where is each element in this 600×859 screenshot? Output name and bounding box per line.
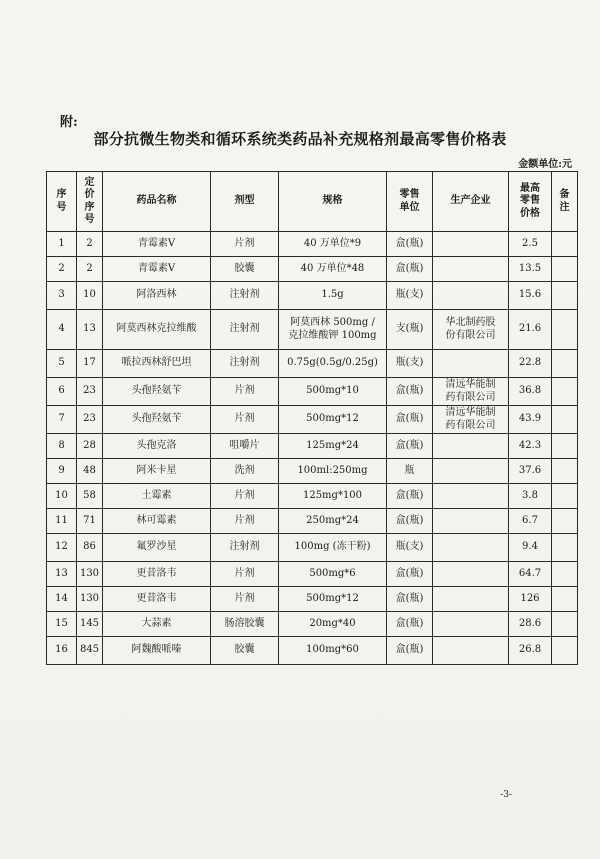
header-specification: 规格 bbox=[279, 172, 387, 232]
cell-price-seq: 23 bbox=[77, 378, 103, 406]
header-max-price: 最高 零售 价格 bbox=[509, 172, 552, 232]
cell-drug-name: 哌拉西林舒巴坦 bbox=[103, 350, 211, 378]
cell-drug-name: 阿米卡星 bbox=[103, 459, 211, 484]
cell-manufacturer bbox=[433, 459, 509, 484]
cell-remark bbox=[552, 406, 578, 434]
cell-dosage-form: 注射剂 bbox=[211, 310, 279, 350]
table-row bbox=[47, 350, 578, 378]
cell-remark bbox=[552, 484, 578, 509]
cell-manufacturer bbox=[433, 562, 509, 587]
cell-max-price: 2.5 bbox=[509, 232, 552, 257]
cell-dosage-form: 片剂 bbox=[211, 378, 279, 406]
table-row bbox=[47, 257, 578, 282]
document-title: 部分抗微生物类和循环系统类药品补充规格剂最高零售价格表 bbox=[93, 130, 507, 148]
cell-manufacturer bbox=[433, 282, 509, 310]
cell-dosage-form: 片剂 bbox=[211, 484, 279, 509]
cell-drug-name: 更昔洛韦 bbox=[103, 587, 211, 612]
cell-max-price: 3.8 bbox=[509, 484, 552, 509]
cell-seq: 4 bbox=[47, 310, 77, 350]
cell-retail-unit: 盒(瓶) bbox=[387, 378, 433, 406]
cell-retail-unit: 盒(瓶) bbox=[387, 587, 433, 612]
cell-price-seq: 17 bbox=[77, 350, 103, 378]
cell-max-price: 43.9 bbox=[509, 406, 552, 434]
cell-seq: 16 bbox=[47, 637, 77, 665]
cell-max-price: 26.8 bbox=[509, 637, 552, 665]
cell-price-seq: 10 bbox=[77, 282, 103, 310]
cell-dosage-form: 片剂 bbox=[211, 509, 279, 534]
cell-seq: 8 bbox=[47, 434, 77, 459]
cell-remark bbox=[552, 257, 578, 282]
cell-specification: 阿莫西林 500mg / 克拉维酸钾 100mg bbox=[279, 310, 387, 350]
cell-seq: 1 bbox=[47, 232, 77, 257]
cell-price-seq: 130 bbox=[77, 562, 103, 587]
cell-drug-name: 青霉素V bbox=[103, 257, 211, 282]
cell-remark bbox=[552, 459, 578, 484]
cell-manufacturer: 清远华能制 药有限公司 bbox=[433, 406, 509, 434]
table-row bbox=[47, 562, 578, 587]
cell-specification: 100ml:250mg bbox=[279, 459, 387, 484]
cell-seq: 9 bbox=[47, 459, 77, 484]
cell-max-price: 13.5 bbox=[509, 257, 552, 282]
cell-dosage-form: 片剂 bbox=[211, 406, 279, 434]
cell-retail-unit: 瓶(支) bbox=[387, 350, 433, 378]
cell-dosage-form: 洗剂 bbox=[211, 459, 279, 484]
cell-price-seq: 845 bbox=[77, 637, 103, 665]
cell-dosage-form: 胶囊 bbox=[211, 257, 279, 282]
cell-price-seq: 48 bbox=[77, 459, 103, 484]
cell-price-seq: 86 bbox=[77, 534, 103, 562]
cell-max-price: 37.6 bbox=[509, 459, 552, 484]
cell-drug-name: 阿洛西林 bbox=[103, 282, 211, 310]
cell-drug-name: 阿魏酸哌嗪 bbox=[103, 637, 211, 665]
cell-price-seq: 23 bbox=[77, 406, 103, 434]
cell-dosage-form: 片剂 bbox=[211, 587, 279, 612]
cell-drug-name: 氟罗沙星 bbox=[103, 534, 211, 562]
header-retail-unit: 零售 单位 bbox=[387, 172, 433, 232]
cell-drug-name: 大蒜素 bbox=[103, 612, 211, 637]
cell-specification: 500mg*12 bbox=[279, 406, 387, 434]
cell-max-price: 21.6 bbox=[509, 310, 552, 350]
cell-retail-unit: 盒(瓶) bbox=[387, 257, 433, 282]
cell-max-price: 42.3 bbox=[509, 434, 552, 459]
cell-seq: 2 bbox=[47, 257, 77, 282]
cell-manufacturer bbox=[433, 232, 509, 257]
cell-max-price: 28.6 bbox=[509, 612, 552, 637]
unit-note: 金额单位:元 bbox=[518, 159, 572, 170]
cell-manufacturer bbox=[433, 509, 509, 534]
cell-specification: 500mg*12 bbox=[279, 587, 387, 612]
cell-dosage-form: 注射剂 bbox=[211, 534, 279, 562]
cell-retail-unit: 盒(瓶) bbox=[387, 562, 433, 587]
cell-manufacturer bbox=[433, 587, 509, 612]
cell-seq: 12 bbox=[47, 534, 77, 562]
cell-retail-unit: 瓶 bbox=[387, 459, 433, 484]
table-row bbox=[47, 484, 578, 509]
cell-specification: 20mg*40 bbox=[279, 612, 387, 637]
cell-manufacturer: 清远华能制 药有限公司 bbox=[433, 378, 509, 406]
cell-drug-name: 头孢羟氨苄 bbox=[103, 406, 211, 434]
cell-max-price: 6.7 bbox=[509, 509, 552, 534]
cell-drug-name: 头孢克洛 bbox=[103, 434, 211, 459]
cell-price-seq: 130 bbox=[77, 587, 103, 612]
table-row bbox=[47, 459, 578, 484]
cell-retail-unit: 盒(瓶) bbox=[387, 509, 433, 534]
cell-max-price: 36.8 bbox=[509, 378, 552, 406]
cell-specification: 0.75g(0.5g/0.25g) bbox=[279, 350, 387, 378]
cell-dosage-form: 注射剂 bbox=[211, 350, 279, 378]
cell-price-seq: 2 bbox=[77, 232, 103, 257]
cell-remark bbox=[552, 434, 578, 459]
table-row bbox=[47, 406, 578, 434]
cell-remark bbox=[552, 378, 578, 406]
cell-drug-name: 头孢羟氨苄 bbox=[103, 378, 211, 406]
cell-remark bbox=[552, 282, 578, 310]
cell-specification: 1.5g bbox=[279, 282, 387, 310]
price-table bbox=[46, 171, 578, 665]
cell-price-seq: 145 bbox=[77, 612, 103, 637]
cell-dosage-form: 注射剂 bbox=[211, 282, 279, 310]
cell-max-price: 9.4 bbox=[509, 534, 552, 562]
table-row bbox=[47, 637, 578, 665]
cell-specification: 125mg*24 bbox=[279, 434, 387, 459]
cell-specification: 500mg*6 bbox=[279, 562, 387, 587]
table-header-row bbox=[47, 172, 578, 232]
cell-drug-name: 林可霉素 bbox=[103, 509, 211, 534]
header-dosage-form: 剂型 bbox=[211, 172, 279, 232]
header-remark: 备 注 bbox=[552, 172, 578, 232]
cell-remark bbox=[552, 587, 578, 612]
table-body bbox=[47, 232, 578, 665]
cell-remark bbox=[552, 612, 578, 637]
table-row bbox=[47, 232, 578, 257]
cell-manufacturer bbox=[433, 434, 509, 459]
cell-max-price: 15.6 bbox=[509, 282, 552, 310]
cell-retail-unit: 支(瓶) bbox=[387, 310, 433, 350]
table-row bbox=[47, 434, 578, 459]
cell-seq: 11 bbox=[47, 509, 77, 534]
cell-drug-name: 阿莫西林克拉维酸 bbox=[103, 310, 211, 350]
cell-dosage-form: 咀嚼片 bbox=[211, 434, 279, 459]
table-row bbox=[47, 509, 578, 534]
cell-manufacturer bbox=[433, 350, 509, 378]
cell-retail-unit: 盒(瓶) bbox=[387, 434, 433, 459]
cell-seq: 15 bbox=[47, 612, 77, 637]
cell-drug-name: 青霉素V bbox=[103, 232, 211, 257]
cell-remark bbox=[552, 350, 578, 378]
cell-max-price: 126 bbox=[509, 587, 552, 612]
attachment-label: 附: bbox=[60, 115, 78, 130]
cell-seq: 10 bbox=[47, 484, 77, 509]
table-row bbox=[47, 587, 578, 612]
cell-dosage-form: 胶囊 bbox=[211, 637, 279, 665]
header-seq: 序 号 bbox=[47, 172, 77, 232]
cell-manufacturer: 华北制药股 份有限公司 bbox=[433, 310, 509, 350]
cell-retail-unit: 瓶(支) bbox=[387, 534, 433, 562]
cell-dosage-form: 肠溶胶囊 bbox=[211, 612, 279, 637]
cell-dosage-form: 片剂 bbox=[211, 232, 279, 257]
cell-remark bbox=[552, 637, 578, 665]
cell-price-seq: 71 bbox=[77, 509, 103, 534]
cell-max-price: 64.7 bbox=[509, 562, 552, 587]
table-row bbox=[47, 310, 578, 350]
cell-remark bbox=[552, 534, 578, 562]
cell-specification: 40 万单位*48 bbox=[279, 257, 387, 282]
cell-manufacturer bbox=[433, 257, 509, 282]
cell-retail-unit: 盒(瓶) bbox=[387, 232, 433, 257]
page-number: -3- bbox=[500, 790, 512, 800]
cell-seq: 13 bbox=[47, 562, 77, 587]
cell-price-seq: 58 bbox=[77, 484, 103, 509]
cell-seq: 3 bbox=[47, 282, 77, 310]
cell-specification: 250mg*24 bbox=[279, 509, 387, 534]
cell-remark bbox=[552, 232, 578, 257]
cell-retail-unit: 盒(瓶) bbox=[387, 484, 433, 509]
cell-price-seq: 2 bbox=[77, 257, 103, 282]
cell-price-seq: 28 bbox=[77, 434, 103, 459]
header-manufacturer: 生产企业 bbox=[433, 172, 509, 232]
table-row bbox=[47, 612, 578, 637]
table-row bbox=[47, 534, 578, 562]
cell-specification: 100mg*60 bbox=[279, 637, 387, 665]
header-drug-name: 药品名称 bbox=[103, 172, 211, 232]
cell-remark bbox=[552, 310, 578, 350]
cell-drug-name: 更昔洛韦 bbox=[103, 562, 211, 587]
cell-price-seq: 13 bbox=[77, 310, 103, 350]
cell-specification: 100mg (冻干粉) bbox=[279, 534, 387, 562]
header-price-seq: 定 价 序 号 bbox=[77, 172, 103, 232]
cell-retail-unit: 盒(瓶) bbox=[387, 612, 433, 637]
cell-drug-name: 土霉素 bbox=[103, 484, 211, 509]
table-row bbox=[47, 282, 578, 310]
cell-manufacturer bbox=[433, 637, 509, 665]
cell-dosage-form: 片剂 bbox=[211, 562, 279, 587]
cell-remark bbox=[552, 509, 578, 534]
cell-retail-unit: 瓶(支) bbox=[387, 282, 433, 310]
cell-specification: 40 万单位*9 bbox=[279, 232, 387, 257]
cell-manufacturer bbox=[433, 534, 509, 562]
cell-seq: 6 bbox=[47, 378, 77, 406]
cell-specification: 125mg*100 bbox=[279, 484, 387, 509]
cell-specification: 500mg*10 bbox=[279, 378, 387, 406]
cell-manufacturer bbox=[433, 484, 509, 509]
cell-remark bbox=[552, 562, 578, 587]
cell-manufacturer bbox=[433, 612, 509, 637]
cell-seq: 5 bbox=[47, 350, 77, 378]
cell-retail-unit: 盒(瓶) bbox=[387, 637, 433, 665]
cell-seq: 7 bbox=[47, 406, 77, 434]
cell-max-price: 22.8 bbox=[509, 350, 552, 378]
cell-retail-unit: 盒(瓶) bbox=[387, 406, 433, 434]
cell-seq: 14 bbox=[47, 587, 77, 612]
table-row bbox=[47, 378, 578, 406]
